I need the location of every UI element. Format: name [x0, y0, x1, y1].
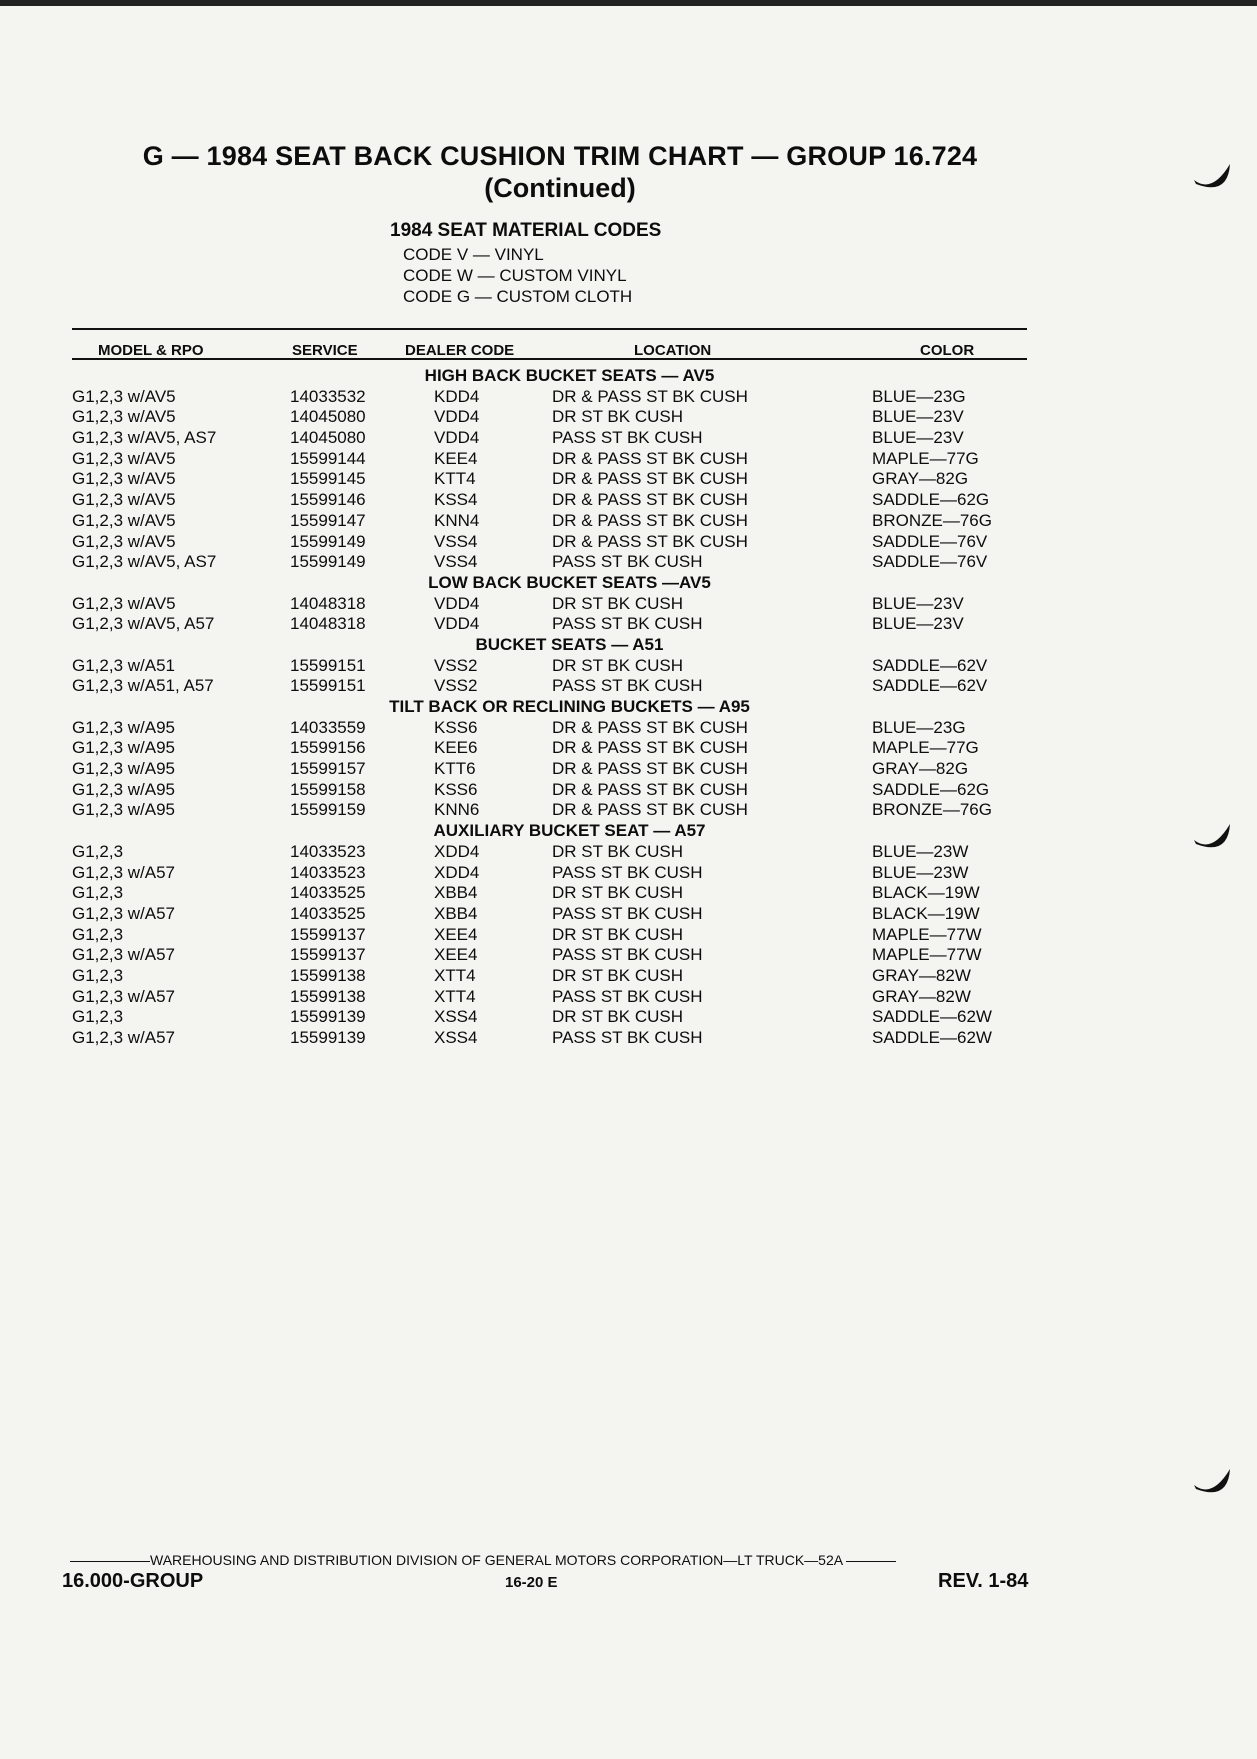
page-subtitle: (Continued)	[484, 173, 636, 203]
table-header-rule	[72, 358, 1027, 360]
cell-service: 15599149	[290, 531, 366, 551]
table-row	[72, 469, 1027, 490]
table-row	[72, 407, 1027, 428]
cell-service: 15599159	[290, 800, 366, 820]
cell-dealer-code: XDD4	[434, 862, 480, 882]
cell-location: DR ST BK CUSH	[552, 655, 683, 675]
cell-model: G1,2,3 w/A95	[72, 717, 176, 737]
page-title: G — 1984 SEAT BACK CUSHION TRIM CHART — GROUP 16.724	[142, 141, 978, 171]
cell-location: DR & PASS ST BK CUSH	[552, 717, 748, 737]
cell-service: 15599156	[290, 738, 366, 758]
cell-dealer-code: KNN4	[434, 510, 480, 530]
cell-model: G1,2,3 w/AV5	[72, 510, 176, 530]
cell-color: GRAY—82W	[872, 986, 971, 1006]
cell-dealer-code: XBB4	[434, 903, 478, 923]
material-code-line: CODE G — CUSTOM CLOTH	[403, 287, 633, 306]
column-header-service: SERVICE	[292, 342, 358, 359]
cell-service: 15599137	[290, 924, 366, 944]
table-row	[72, 759, 1027, 780]
cell-color: GRAY—82G	[872, 469, 969, 489]
cell-model: G1,2,3 w/A95	[72, 779, 176, 799]
cell-color: BLUE—23V	[872, 428, 964, 448]
cell-location: PASS ST BK CUSH	[552, 1028, 703, 1047]
cell-model: G1,2,3 w/A51	[72, 655, 176, 675]
table-header	[72, 330, 1027, 358]
cell-model: G1,2,3 w/A57	[72, 945, 176, 965]
cell-service: 15599138	[290, 965, 366, 985]
cell-location: PASS ST BK CUSH	[552, 428, 703, 448]
cell-service: 15599146	[290, 490, 366, 510]
cell-service: 14033523	[290, 862, 366, 882]
binder-hole-icon	[1190, 1465, 1234, 1509]
table-row	[72, 490, 1027, 511]
cell-location: PASS ST BK CUSH	[552, 552, 703, 572]
table-row	[72, 718, 1027, 739]
cell-location: DR ST BK CUSH	[552, 407, 683, 427]
section-heading: HIGH BACK BUCKET SEATS — AV5	[424, 366, 715, 385]
material-code-line: CODE V — VINYL	[403, 245, 544, 264]
cell-color: BLUE—23G	[872, 386, 966, 406]
cell-color: SADDLE—62W	[872, 1007, 992, 1027]
cell-color: SADDLE—62V	[872, 676, 988, 696]
section-heading: LOW BACK BUCKET SEATS —AV5	[428, 572, 711, 592]
cell-dealer-code: VSS4	[434, 531, 478, 551]
table-row	[72, 738, 1027, 759]
binder-hole-icon	[1190, 160, 1234, 204]
cell-dealer-code: KSS6	[434, 779, 478, 799]
cell-dealer-code: VSS2	[434, 655, 478, 675]
cell-location: DR & PASS ST BK CUSH	[552, 531, 748, 551]
cell-location: DR ST BK CUSH	[552, 593, 683, 613]
cell-service: 15599147	[290, 510, 366, 530]
cell-model: G1,2,3	[72, 883, 124, 903]
cell-service: 14033523	[290, 841, 366, 861]
cell-model: G1,2,3 w/A57	[72, 903, 176, 923]
cell-model: G1,2,3 w/A57	[72, 1028, 176, 1047]
cell-dealer-code: KDD4	[434, 386, 480, 406]
table-row	[72, 945, 1027, 966]
cell-color: BLUE—23V	[872, 407, 964, 427]
material-code-line: CODE W — CUSTOM VINYL	[403, 266, 627, 285]
cell-location: DR & PASS ST BK CUSH	[552, 738, 748, 758]
cell-model: G1,2,3 w/A95	[72, 738, 176, 758]
cell-location: DR & PASS ST BK CUSH	[552, 800, 748, 820]
footer-dash-left	[70, 1561, 150, 1562]
cell-dealer-code: XEE4	[434, 924, 478, 944]
footer-group: 16.000-GROUP	[62, 1570, 204, 1592]
table-row	[72, 511, 1027, 532]
cell-location: DR & PASS ST BK CUSH	[552, 510, 748, 530]
cell-model: G1,2,3 w/AV5, A57	[72, 614, 215, 634]
table-row	[72, 842, 1027, 863]
cell-color: BLUE—23G	[872, 717, 966, 737]
table-row	[72, 594, 1027, 615]
cell-dealer-code: KSS6	[434, 717, 478, 737]
section-heading: BUCKET SEATS — A51	[475, 634, 664, 654]
column-header-location: LOCATION	[634, 342, 712, 359]
cell-dealer-code: XTT4	[434, 986, 476, 1006]
table-row	[72, 614, 1027, 635]
footer-dash-right	[846, 1561, 896, 1562]
cell-model: G1,2,3 w/A57	[72, 862, 176, 882]
cell-service: 14045080	[290, 428, 366, 448]
cell-model: G1,2,3	[72, 1007, 124, 1027]
cell-dealer-code: KTT4	[434, 469, 476, 489]
cell-dealer-code: KEE4	[434, 448, 478, 468]
binder-hole-icon	[1190, 820, 1234, 864]
section-heading: AUXILIARY BUCKET SEAT — A57	[433, 821, 706, 841]
table-row	[72, 904, 1027, 925]
cell-service: 14045080	[290, 407, 366, 427]
cell-location: DR & PASS ST BK CUSH	[552, 490, 748, 510]
cell-color: BLUE—23W	[872, 862, 969, 882]
cell-service: 14033525	[290, 903, 366, 923]
cell-model: G1,2,3 w/AV5	[72, 593, 176, 613]
cell-color: GRAY—82G	[872, 759, 969, 779]
cell-model: G1,2,3	[72, 924, 124, 944]
table-row	[72, 925, 1027, 946]
table-row	[72, 883, 1027, 904]
table-row	[72, 552, 1027, 573]
cell-service: 14033525	[290, 883, 366, 903]
cell-service: 14033559	[290, 717, 366, 737]
cell-color: SADDLE—62V	[872, 655, 988, 675]
cell-dealer-code: KNN6	[434, 800, 480, 820]
cell-color: SADDLE—62W	[872, 1028, 992, 1047]
table-row	[72, 387, 1027, 408]
cell-location: DR ST BK CUSH	[552, 841, 683, 861]
cell-dealer-code: XSS4	[434, 1007, 478, 1027]
cell-color: SADDLE—62G	[872, 779, 990, 799]
section-heading: TILT BACK OR RECLINING BUCKETS — A95	[389, 697, 750, 716]
footer-division-line	[70, 1552, 1035, 1568]
cell-dealer-code: XBB4	[434, 883, 478, 903]
cell-dealer-code: XDD4	[434, 841, 480, 861]
cell-dealer-code: VDD4	[434, 428, 480, 448]
column-header-model: MODEL & RPO	[98, 342, 204, 359]
cell-dealer-code: XTT4	[434, 965, 476, 985]
table-row	[72, 656, 1027, 677]
cell-location: DR & PASS ST BK CUSH	[552, 386, 748, 406]
cell-model: G1,2,3 w/AV5	[72, 490, 176, 510]
material-codes-legend	[390, 220, 661, 307]
cell-location: DR ST BK CUSH	[552, 1007, 683, 1027]
cell-model: G1,2,3	[72, 841, 124, 861]
cell-model: G1,2,3 w/A51, A57	[72, 676, 214, 696]
table-row	[72, 1007, 1027, 1028]
cell-color: MAPLE—77G	[872, 448, 979, 468]
cell-color: SADDLE—76V	[872, 552, 988, 572]
column-header-dealer-code: DEALER CODE	[405, 342, 515, 359]
cell-service: 14048318	[290, 593, 366, 613]
title-block	[60, 140, 1060, 204]
cell-location: DR ST BK CUSH	[552, 883, 683, 903]
cell-location: PASS ST BK CUSH	[552, 614, 703, 634]
table-row	[72, 1028, 1027, 1049]
table-row	[72, 966, 1027, 987]
cell-location: PASS ST BK CUSH	[552, 945, 703, 965]
cell-dealer-code: XEE4	[434, 945, 478, 965]
cell-dealer-code: VSS2	[434, 676, 478, 696]
cell-model: G1,2,3 w/A57	[72, 986, 176, 1006]
cell-service: 14048318	[290, 614, 366, 634]
cell-color: GRAY—82W	[872, 965, 971, 985]
table-row	[72, 780, 1027, 801]
table-row	[72, 676, 1027, 697]
cell-location: DR & PASS ST BK CUSH	[552, 448, 748, 468]
column-header-color: COLOR	[920, 342, 975, 359]
cell-dealer-code: VDD4	[434, 407, 480, 427]
table-row	[72, 987, 1027, 1008]
cell-dealer-code: VDD4	[434, 593, 480, 613]
footer-page-number: 16-20 E	[505, 1574, 558, 1591]
cell-color: BRONZE—76G	[872, 800, 992, 820]
cell-service: 15599138	[290, 986, 366, 1006]
cell-dealer-code: VDD4	[434, 614, 480, 634]
cell-model: G1,2,3 w/AV5	[72, 448, 176, 468]
cell-location: PASS ST BK CUSH	[552, 986, 703, 1006]
table-body	[72, 366, 1027, 1049]
cell-model: G1,2,3 w/A95	[72, 759, 176, 779]
cell-color: BLUE—23W	[872, 841, 969, 861]
cell-color: BLACK—19W	[872, 903, 980, 923]
cell-location: PASS ST BK CUSH	[552, 676, 703, 696]
table-row	[72, 428, 1027, 449]
cell-location: DR & PASS ST BK CUSH	[552, 469, 748, 489]
cell-location: DR & PASS ST BK CUSH	[552, 759, 748, 779]
cell-color: BLACK—19W	[872, 883, 980, 903]
cell-service: 15599144	[290, 448, 366, 468]
top-border-rule	[0, 0, 1257, 6]
cell-service: 15599151	[290, 676, 366, 696]
cell-service: 15599157	[290, 759, 366, 779]
cell-model: G1,2,3 w/AV5, AS7	[72, 552, 217, 572]
cell-color: BLUE—23V	[872, 614, 964, 634]
cell-model: G1,2,3 w/AV5, AS7	[72, 428, 217, 448]
footer-division-text: WAREHOUSING AND DISTRIBUTION DIVISION OF GENERAL MOTORS CORPORATION—LT TRUCK—52A	[150, 1552, 843, 1568]
cell-location: PASS ST BK CUSH	[552, 862, 703, 882]
cell-service: 14033532	[290, 386, 366, 406]
cell-model: G1,2,3 w/AV5	[72, 407, 176, 427]
cell-location: PASS ST BK CUSH	[552, 903, 703, 923]
cell-location: DR & PASS ST BK CUSH	[552, 779, 748, 799]
table-row	[72, 863, 1027, 884]
cell-service: 15599139	[290, 1007, 366, 1027]
cell-model: G1,2,3	[72, 965, 124, 985]
cell-location: DR ST BK CUSH	[552, 924, 683, 944]
cell-dealer-code: KEE6	[434, 738, 478, 758]
cell-color: MAPLE—77G	[872, 738, 979, 758]
cell-service: 15599137	[290, 945, 366, 965]
cell-color: MAPLE—77W	[872, 924, 982, 944]
trim-chart-table	[72, 328, 1027, 1049]
material-codes-heading: 1984 SEAT MATERIAL CODES	[390, 220, 662, 241]
cell-dealer-code: KSS4	[434, 490, 478, 510]
cell-service: 15599145	[290, 469, 366, 489]
cell-color: BRONZE—76G	[872, 510, 992, 530]
cell-service: 15599149	[290, 552, 366, 572]
table-row	[72, 449, 1027, 470]
cell-location: DR ST BK CUSH	[552, 965, 683, 985]
table-row	[72, 532, 1027, 553]
cell-dealer-code: VSS4	[434, 552, 478, 572]
cell-color: MAPLE—77W	[872, 945, 982, 965]
cell-model: G1,2,3 w/AV5	[72, 386, 176, 406]
cell-dealer-code: XSS4	[434, 1028, 478, 1047]
cell-service: 15599151	[290, 655, 366, 675]
cell-model: G1,2,3 w/AV5	[72, 531, 176, 551]
cell-dealer-code: KTT6	[434, 759, 476, 779]
cell-service: 15599158	[290, 779, 366, 799]
cell-color: SADDLE—76V	[872, 531, 988, 551]
table-row	[72, 800, 1027, 821]
cell-color: BLUE—23V	[872, 593, 964, 613]
footer-revision: REV. 1-84	[938, 1570, 1029, 1592]
cell-model: G1,2,3 w/AV5	[72, 469, 176, 489]
cell-service: 15599139	[290, 1028, 366, 1047]
cell-model: G1,2,3 w/A95	[72, 800, 176, 820]
cell-color: SADDLE—62G	[872, 490, 990, 510]
